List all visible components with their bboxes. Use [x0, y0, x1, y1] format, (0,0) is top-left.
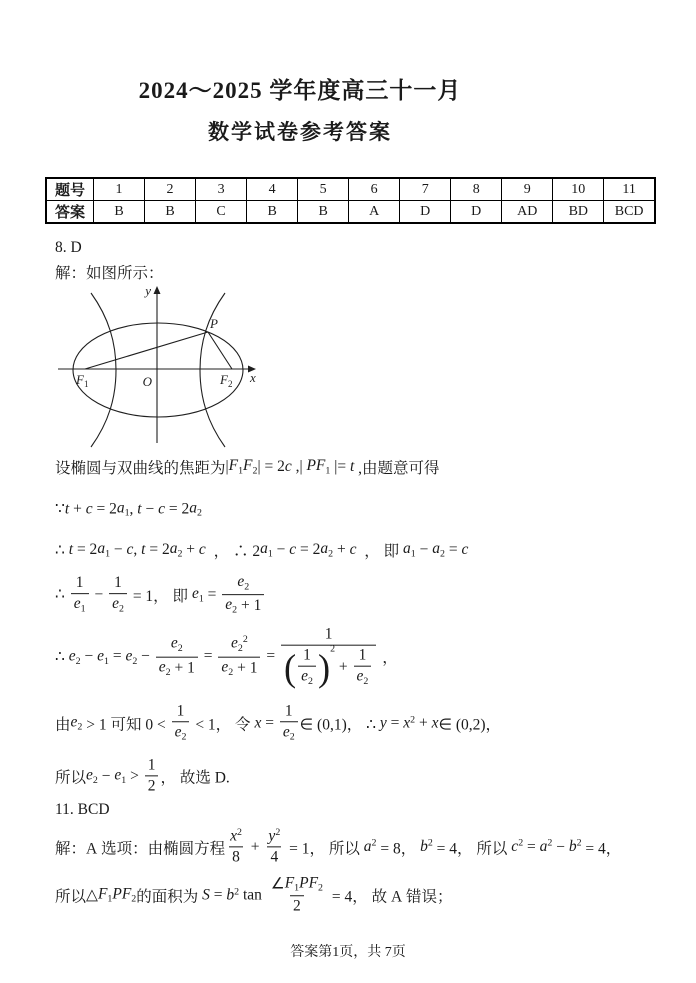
question-number-cell: 11 — [604, 178, 655, 201]
point-p-label: P — [210, 316, 218, 331]
hyperbola-left-branch — [91, 293, 116, 447]
table-row-answers — [46, 201, 655, 224]
answer-cell: B — [247, 201, 298, 224]
formula-line-2: ∵ t + c = 2 $a_1$ , t − c = 2 $a_2$ — [55, 499, 202, 519]
question-row-label: 题号 — [46, 178, 94, 201]
conic-figure — [50, 281, 265, 453]
formula-line-8: 解：A 选项：由椭圆方程 $\frac{x^2}{8}$ + $\frac{y^2}{4}$ = 1， 所以 $a^2$ = 8， $b^2$ = 4， 所以 $c^2$ = $a^2$ − $b^2$ = 4， — [55, 826, 621, 867]
question-number-cell: 3 — [196, 178, 247, 201]
focus-f1-label: $F_1$ — [76, 372, 89, 389]
answer-cell: BD — [553, 201, 604, 224]
formula-line-3: ∴ t = 2 $a_1$ − c , t = 2 $a_2$ + c ， ∴ 2 $a_1$ − c = 2 $a_2$ + c ， 即 $a_1$ − $a_2$ = c — [55, 540, 469, 560]
question-number-cell: 9 — [502, 178, 553, 201]
section8-heading: 8. D — [55, 239, 82, 256]
x-axis-label: x — [250, 370, 256, 385]
formula-line-4: ∴ $\frac{1}{e_1}$ − $\frac{1}{e_2}$ = 1， 即 $e_1$ = $e_2$ $e_2$ + 1 — [55, 572, 266, 618]
formula-line-6: 由 $e_2$ > 1 可知 0 < $\frac{1}{e_2}$ < 1， 令 x = $\frac{1}{e_2}$ ∈ (0,1)， ∴ y = $x^2$ + x ∈ (0,2)， — [55, 702, 502, 743]
section11-heading: 11. BCD — [55, 801, 110, 818]
formula-line-1: 设椭圆与双曲线的焦距为 | $F_1$ $F_2$ | = 2 c ,| $PF_1$ |= t ,由题意可得 — [55, 457, 440, 477]
question-number-cell: 1 — [94, 178, 145, 201]
table-row-questions — [46, 178, 655, 201]
answer-cell: B — [298, 201, 349, 224]
section8-solution-intro: 解：如图所示： — [55, 265, 164, 282]
question-number-cell: 10 — [553, 178, 604, 201]
y-axis-arrowhead — [154, 286, 161, 294]
document-title-line1: 2024～2025 学年度高三十一月 — [138, 78, 462, 103]
answer-cell: BCD — [604, 201, 655, 224]
answer-cell: AD — [502, 201, 553, 224]
formula-line-5: ∴ $e_2$ − $e_1$ = $e_2$ − $e_2$ $e_2$ + 1 = $e_2^2$ $e_2$ + 1 = 1 ( $\frac{1}{e_2}$ ) 2 + $\frac{1}{e_2}$ ， — [55, 625, 398, 689]
answer-cell: D — [451, 201, 502, 224]
question-number-cell: 6 — [349, 178, 400, 201]
question-number-cell: 8 — [451, 178, 502, 201]
origin-label: O — [142, 374, 152, 389]
answer-table — [45, 177, 656, 224]
ellipse-curve — [73, 323, 243, 417]
conic-figure-svg — [50, 281, 265, 453]
answer-cell: A — [349, 201, 400, 224]
answer-cell: D — [400, 201, 451, 224]
y-axis-label: y — [145, 283, 151, 298]
question-number-cell: 4 — [247, 178, 298, 201]
answer-cell: B — [145, 201, 196, 224]
answer-row-label: 答案 — [46, 201, 94, 224]
page-footer: 答案第1页，共 7页 — [290, 945, 406, 960]
answer-cell: C — [196, 201, 247, 224]
question-number-cell: 7 — [400, 178, 451, 201]
formula-line-7: 所以 $e_2$ − $e_1$ > $\frac{1}{2}$ ， 故选 D. — [55, 755, 230, 796]
segment-f1-p — [85, 332, 208, 369]
answer-cell: B — [94, 201, 145, 224]
question-number-cell: 5 — [298, 178, 349, 201]
formula-line-9: 所以 △ $F_1$ $PF_2$ 的面积为 S = $b^2$ tan ∠ $F_1$ $PF_2$ 2 = 4， 故 A 错误； — [55, 873, 453, 917]
focus-f2-label: $F_2$ — [220, 372, 233, 389]
document-title-line2: 数学试卷参考答案 — [208, 120, 392, 144]
question-number-cell: 2 — [145, 178, 196, 201]
